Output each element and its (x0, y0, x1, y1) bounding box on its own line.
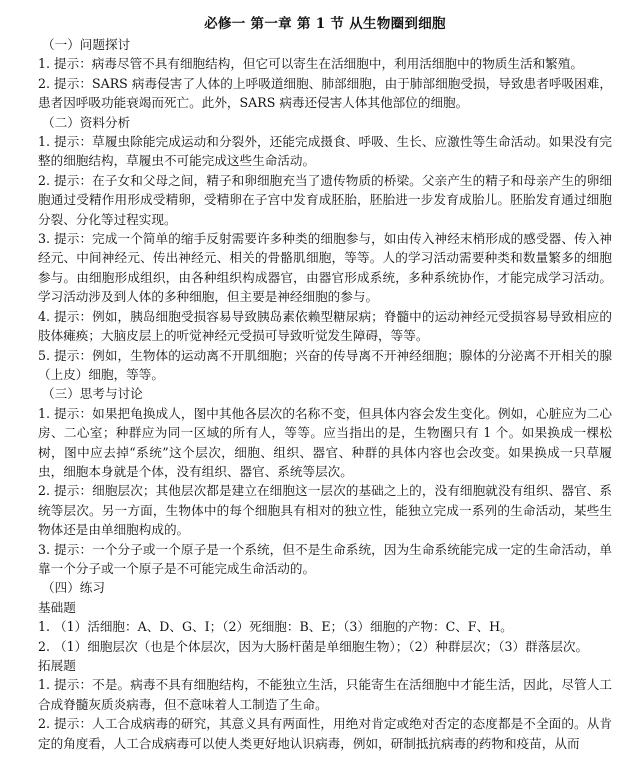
paragraph: 1. （1）活细胞：A、D、G、I；（2）死细胞：B、E；（3）细胞的产物：C、F、H。 (38, 619, 513, 635)
subsection-heading-extension: 拓展题 (38, 658, 76, 673)
paragraph: 1. 提示：病毒尽管不具有细胞结构，但它可以寄生在活细胞中，利用活细胞中的物质生活和繁殖。 (38, 56, 583, 72)
paragraph: 4. 提示：例如，胰岛细胞受损容易导致胰岛素依赖型糖尿病；脊髓中的运动神经元受损容易导致相应的肢体瘫痪；大脑皮层上的听觉神经元受损可导致听觉发生障碍，等等。 (38, 308, 612, 344)
paragraph: 1. 提示：如果把龟换成人，图中其他各层次的名称不变，但具体内容会发生变化。例如，心脏应为二心房、二心室；种群应为同一区域的所有人，等等。应当指出的是，生物圈只有 1 个。如果换成一棵松树，图中应去掉“系统”这个层次，细胞、组织、器官、种群的具体内容也会改变。如果换成一只草履虫，细胞本身就是个体，没有组织、器官、系统等层次。 (38, 405, 612, 479)
section-heading-data-analysis: （二）资料分析 (42, 114, 131, 130)
paragraph: 1. 提示：不是。病毒不具有细胞结构，不能独立生活，只能寄生在活细胞中才能生活，因此，尽管人工合成脊髓灰质炎病毒，但不意味着人工制造了生命。 (38, 677, 612, 712)
paragraph: 2. 提示：在子女和父母之间，精子和卵细胞充当了遗传物质的桥梁。父亲产生的精子和母亲产生的卵细胞通过受精作用形成受精卵，受精卵在子宫中发育成胚胎，胚胎进一步发育成胎儿。胚胎发育通过细胞分裂、分化等过程实现。 (38, 172, 612, 227)
paragraph: 5. 提示：例如，生物体的运动离不开肌细胞；兴奋的传导离不开神经细胞；腺体的分泌离不开相关的腺（上皮）细胞，等等。 (38, 347, 612, 382)
paragraph: 2. 提示：SARS 病毒侵害了人体的上呼吸道细胞、肺部细胞，由于肺部细胞受损，导致患者呼吸困难，患者因呼吸功能衰竭而死亡。此外，SARS 病毒还侵害人体其他部位的细胞。 (38, 75, 612, 111)
paragraph: 3. 提示：完成一个简单的缩手反射需要许多种类的细胞参与，如由传入神经末梢形成的感受器、传入神经元、中间神经元、传出神经元、相关的骨骼肌细胞，等等。人的学习活动需要种类和数量繁多的细胞参与。由细胞形成组织，由各种组织构成器官，由器官形成系统，多种系统协作，才能完成学习活动。学习活动涉及到人体的多种细胞，但主要是神经细胞的参与。 (38, 231, 612, 305)
section-heading-exercises: （四）练习 (42, 580, 105, 596)
subsection-heading-basic: 基础题 (38, 599, 76, 615)
paragraph: 3. 提示：一个分子或一个原子是一个系统，但不是生命系统，因为生命系统能完成一定的生命活动，单靠一个分子或一个原子是不可能完成生命活动的。 (38, 541, 612, 576)
page-title: 必修一 第一章 第 1 节 从生物圈到细胞 (204, 16, 446, 32)
paragraph: 1. 提示：草履虫除能完成运动和分裂外，还能完成摄食、呼吸、生长、应激性等生命活动。如果没有完整的细胞结构，草履虫不可能完成这些生命活动。 (38, 134, 612, 169)
paragraph: 2. 提示：细胞层次；其他层次都是建立在细胞这一层次的基础之上的，没有细胞就没有组织、器官、系统等层次。另一方面，生物体中的每个细胞具有相对的独立性，能独立完成一系列的生命活动，某些生物体还是由单细胞构成的。 (38, 483, 612, 538)
section-heading-thinking-discussion: （三）思考与讨论 (42, 386, 143, 402)
paragraph: 2. （1）细胞层次（也是个体层次，因为大肠杆菌是单细胞生物）；（2）种群层次；（3）群落层次。 (38, 638, 589, 654)
paragraph: 2. 提示：人工合成病毒的研究，其意义具有两面性，用绝对肯定或绝对否定的态度都是不全面的。从肯定的角度看，人工合成病毒可以使人类更好地认识病毒，例如，研制抵抗病毒的药物和疫苗，从而 (38, 716, 612, 751)
section-heading-problem-discussion: （一）问题探讨 (42, 37, 131, 52)
